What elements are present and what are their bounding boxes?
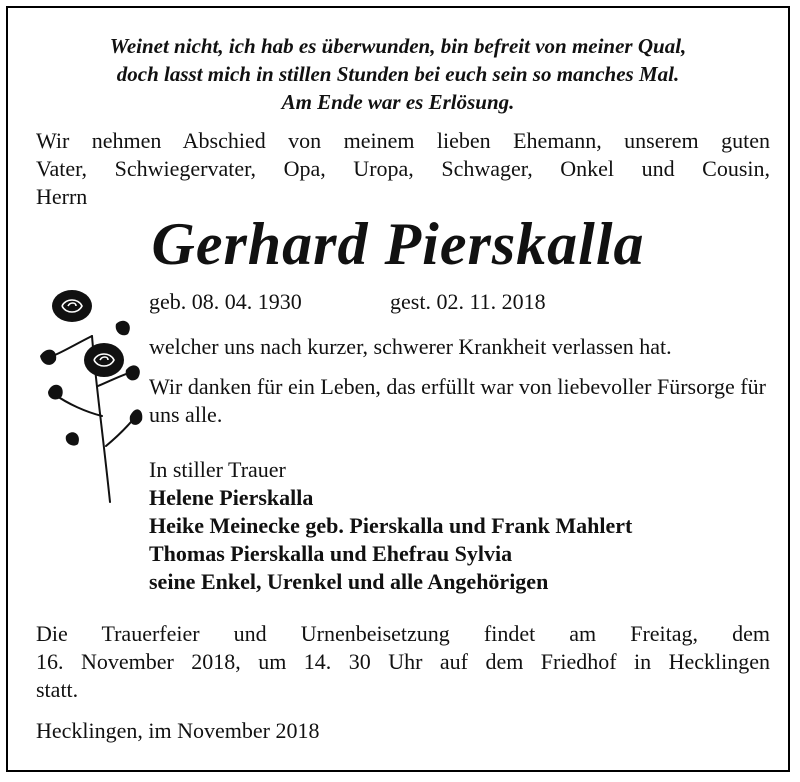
mourners-heading: In stiller Trauer (149, 457, 286, 482)
thanks-text: Wir danken für ein Leben, das erfüllt war von liebevoller Fürsorge für uns alle. (149, 374, 766, 427)
service-line: 16. November 2018, um 14. 30 Uhr auf dem Friedhof in Hecklingen (36, 649, 770, 674)
place-and-date: Hecklingen, im November 2018 (36, 718, 320, 743)
intro-paragraph (36, 127, 770, 211)
mourner-name: Helene Pierskalla (149, 485, 314, 510)
intro-line: Herrn (36, 184, 88, 209)
motto-verse (8, 32, 788, 116)
motto-line: Am Ende war es Erlösung. (281, 90, 515, 114)
intro-line: Vater, Schwiegervater, Opa, Uropa, Schwager, Onkel und Cousin, (36, 156, 770, 181)
illness-text: welcher uns nach kurzer, schwerer Krankheit verlassen hat. (149, 334, 672, 359)
rose-illustration-icon (32, 276, 144, 508)
obituary-notice (6, 6, 790, 772)
service-line: Die Trauerfeier und Urnenbeisetzung findet am Freitag, dem (36, 621, 770, 646)
deceased-name: Gerhard Pierskalla (151, 211, 645, 277)
mourner-name: Thomas Pierskalla und Ehefrau Sylvia (149, 541, 513, 566)
motto-line: doch lasst mich in stillen Stunden bei euch sein so manches Mal. (116, 62, 680, 86)
motto-line: Weinet nicht, ich hab es überwunden, bin befreit von meiner Qual, (109, 34, 687, 58)
birth-date: geb. 08. 04. 1930 (149, 289, 302, 314)
mourners-list (149, 456, 632, 596)
mourner-name: Heike Meinecke geb. Pierskalla und Frank Mahlert (149, 513, 633, 538)
mourner-name: seine Enkel, Urenkel und alle Angehörigen (149, 569, 549, 594)
death-date: gest. 02. 11. 2018 (390, 289, 546, 314)
service-line: statt. (36, 677, 79, 702)
intro-line: Wir nehmen Abschied von meinem lieben Ehemann, unserem guten (36, 128, 770, 153)
service-announcement (36, 620, 770, 704)
